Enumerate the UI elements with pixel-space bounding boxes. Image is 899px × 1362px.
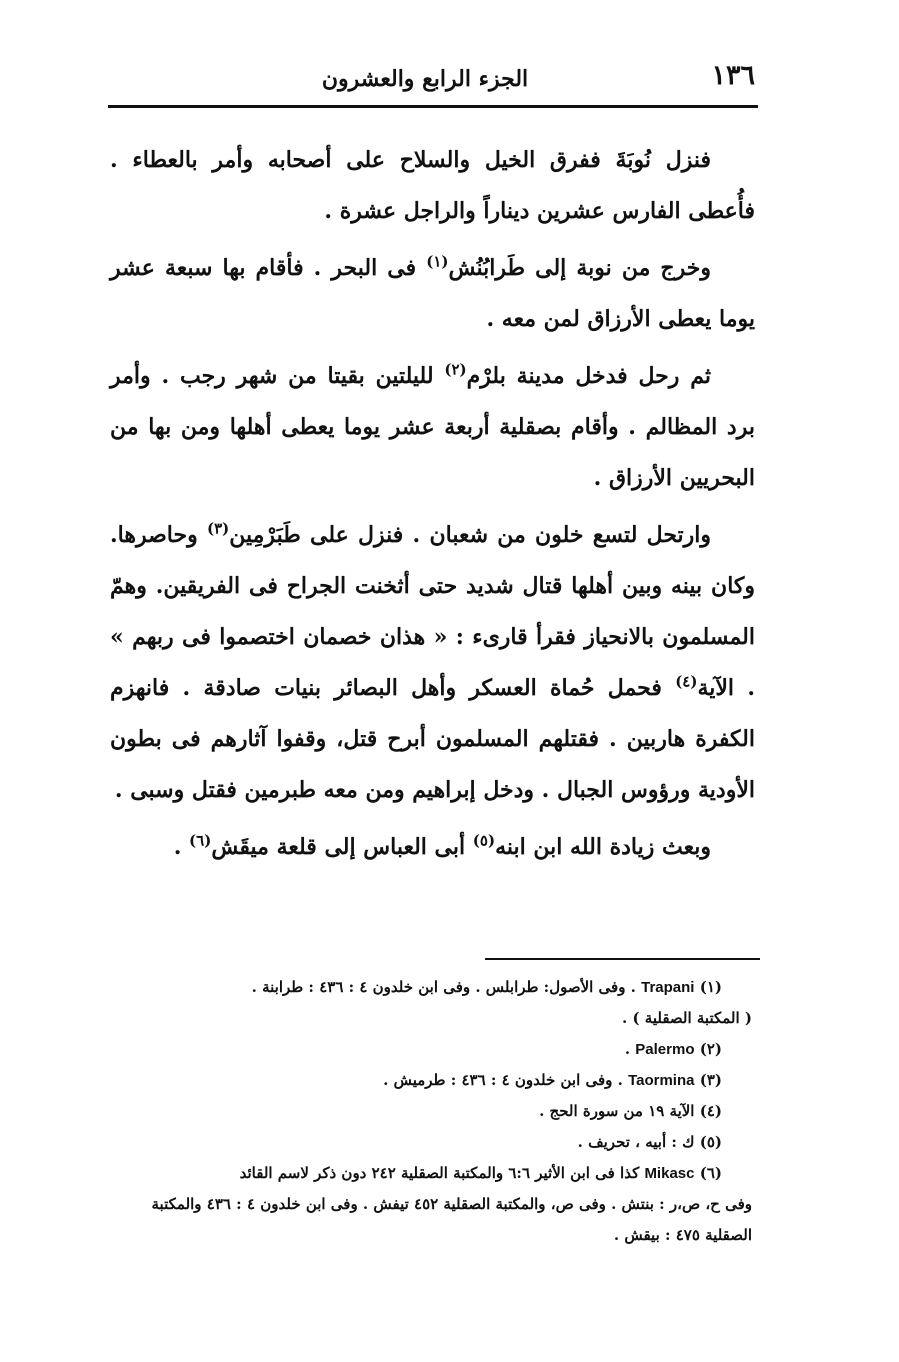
paragraph-text: وخرج من نوبة إلى طَرابُنُش [448,255,711,281]
footnote-text: . وفى ابن خلدون ٤ : ٤٣٦ : طرميش . [383,1071,629,1089]
footnote-reference: (٢) [444,360,467,379]
footnote-text: . وفى الأصول: طرابلس . وفى ابن خلدون ٤ : ٤٣٦ : طرابنة . [251,978,642,996]
footnote-text: ك : أبيه ، تحريف . [577,1133,695,1151]
footnote-continuation: ( المكتبة الصقلية ) . [622,1009,752,1027]
footnote-continuation: وفى ح، ص،ر : بنتش . وفى ص، والمكتبة الصقلية ٤٥٢ تيفش . وفى ابن خلدون ٤ : ٤٣٦ والمكتبة الصقلية ٤٧٥ : بيقش . [151,1195,752,1244]
paragraph [110,822,755,873]
footnote-latin: Taormina [628,1072,695,1089]
footnotes [112,972,752,1251]
paragraph-text: وحاصرها. وكان بينه وبين أهلها قتال شديد حتى أثخنت الجراح فى الفريقين. وهمّ المسلمون بالانحياز فقرأ قارىء : « هذان خصمان اختصموا فى ربهم » . الآية [110,522,755,701]
footnote-marker: (١) [699,978,722,996]
footnote [112,1034,752,1065]
footnote [112,1127,752,1158]
paragraph-text: فنزل نُوبَةَ ففرق الخيل والسلاح على أصحابه وأمر بالعطاء . فأُعطى الفارس عشرين ديناراً والراجل عشرة . [110,147,755,224]
footnote-text: الآية ١٩ من سورة الحج . [539,1102,695,1120]
paragraph-text: وارتحل لتسع خلون من شعبان . فنزل على طَبَرْمِين [229,522,712,548]
paragraph-text: فحمل حُماة العسكر وأهل البصائر بنيات صادقة . فانهزم الكفرة هاربين . فقتلهم المسلمون أبرح قتل، وقفوا آثارهم فى بطون الأودية ورؤوس الجبال . ودخل إبراهيم ومن معه طبرمين فقتل وسبى . [110,675,755,803]
paragraph [110,243,755,345]
footnote-reference: (١) [426,252,449,271]
paragraph [110,351,755,504]
footnote [112,1158,752,1189]
footnote-reference: (٤) [675,672,698,691]
footnote-reference: (٣) [206,519,230,538]
footnote-text: كذا فى ابن الأثير ٦:٦ والمكتبة الصقلية ٢٤٢ دون ذكر لاسم القائد [239,1164,645,1182]
footnote [112,1096,752,1127]
paragraph-text: أبى العباس إلى قلعة ميقَش [211,834,473,860]
footnote-marker: (٣) [699,1071,722,1089]
footnote-marker: (٢) [699,1040,722,1058]
footnote-marker: (٤) [699,1102,722,1120]
header-rule [108,105,758,108]
paragraph-text: لليلتين بقيتا من شهر رجب . وأمر برد المظالم . وأقام بصقلية أربعة عشر يوما يعطى أهلها ومن بها من البحريين الأرزاق . [110,363,755,491]
footnote-latin: Mikasc [644,1165,695,1182]
paragraph-text: ثم رحل فدخل مدينة بلرْم [466,363,712,389]
footnote-latin: Trapani [641,979,695,996]
footnote [112,972,752,1003]
main-text [110,135,755,879]
footnote [112,1065,752,1096]
footnote-marker: (٥) [699,1133,722,1151]
footnote-marker: (٦) [699,1164,722,1182]
page-number: ١٣٦ [711,60,755,91]
footnote-reference: (٥) [472,831,496,850]
running-title: الجزء الرابع والعشرون [321,66,529,92]
footnote-rule [485,958,760,960]
paragraph-text: فى البحر . فأقام بها سبعة عشر يوما يعطى الأرزاق لمن معه . [110,255,755,332]
footnote-text: . [624,1040,636,1058]
footnote-reference: (٦) [189,831,212,850]
page-header [105,56,755,98]
paragraph [110,510,755,816]
paragraph-text: وبعث زيادة الله ابن ابنه [495,834,711,860]
paragraph [110,135,755,237]
footnote-latin: Palermo [635,1041,695,1058]
paragraph-text: . [173,834,190,860]
